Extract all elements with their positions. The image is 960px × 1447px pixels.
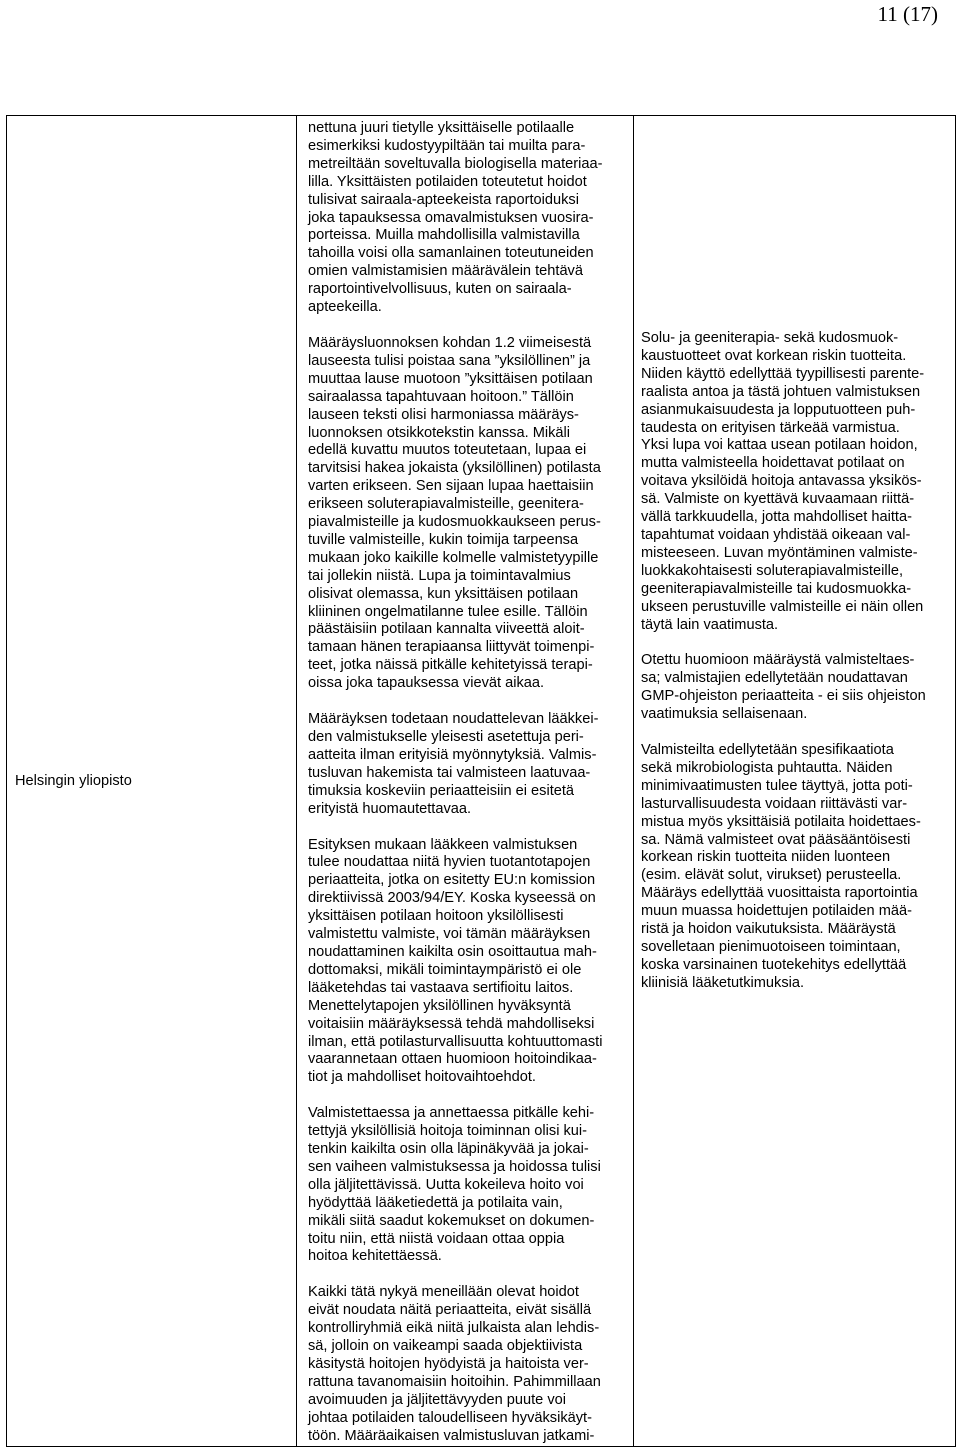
- comment-paragraph-6: Kaikki tätä nykyä meneillään olevat hoidot eivät noudata näitä periaatteita, eivät sisällä kontrolliryhmiä eikä niitä julkaista alan lehdis- sä, jolloin on vaikeampi saada objektiivista käsitystä hoitojen hyödyistä ja haitoista ver- rattuna tavanomaisiin hoitoihin. Pahimmillaan avoimuuden ja jäljitettävyyden puute voi johtaa potilaiden taloudelliseen hyväksikäyt- töön. Määräaikaisen valmistusluvan jatkami-: [308, 1284, 601, 1444]
- statement-table: [6, 115, 956, 1447]
- organization-name: Helsingin yliopisto: [15, 772, 132, 789]
- comment-paragraph-4: Esityksen mukaan lääkkeen valmistuksen tulee noudattaa niitä hyvien tuotantotapojen periaatteita, jotka on esitetty EU:n komission direktiivissä 2003/94/EY. Koska kyseessä on yksittäisen potilaan hoitoon yksilöllisesti valmistettu valmiste, voi tämän määräyksen noudattaminen kaikilta osin osoittautua mah- dottomaksi, mikäli toimintaympäristö ei ole lääketehdas tai vastaava sertifioitu laitos. Menettelytapojen yksilöllinen hyväksyntä voitaisiin määräyksessä tehdä mahdolliseksi ilman, että potilasturvallisuutta kohtuuttomasti vaarannetaan ottaen huomioon hoitoindikaa- tiot ja mahdolliset hoitovaihtoehdot.: [308, 836, 603, 1086]
- comment-paragraph-3: Määräyksen todetaan noudattelevan lääkkei- den valmistukselle yleisesti asetettuja peri- aatteita ilman erityisiä myönnytyksiä. Valmis- tusluvan hakemista tai valmisteen laatuvaa- timuksia koskeviin periaatteisiin ei esitetä erityistä huomautettavaa.: [308, 711, 599, 817]
- comment-paragraph-2: Määräysluonnoksen kohdan 1.2 viimeisestä lauseesta tulisi poistaa sana ”yksilöllinen” ja muuttaa lause muotoon ”yksittäisen potilaan sairaalassa tapahtuvaan hoitoon.” Tällöin lauseen teksti olisi harmoniassa määräys- luonnoksen otsikkotekstin kanssa. Mikäli edellä kuvattu muutos toteutetaan, lupaa ei tarvitsisi hakea jokaista (yksilöllinen) potilasta varten erikseen. Sen sijaan lupaa haettaisiin erikseen soluterapiavalmisteille, geenitera- piavalmisteille ja kudosmuokkaukseen perus- tuville valmisteille, kukin toimija tarpeensa mukaan joko kaikille kolmelle valmistetyypille tai jollekin niistä. Lupa ja toimintavalmius olisivat olemassa, kun yksittäisen potilaan kliininen ongelmatilanne tulee esille. Tällöin päästäisiin potilaan kannalta viiveettä aloit- tamaan hänen terapiaansa liittyvät toimenpi- teet, jotka näissä pitkälle kehitetyissä terapi- oissa joka tapauksessa vievät aikaa.: [308, 334, 601, 692]
- comment-paragraph-5: Valmistettaessa ja annettaessa pitkälle kehi- tettyjä yksilöllisiä hoitoja toiminnan olisi kui- tenkin kaikilta osin olla läpinäkyvää ja jokai- sen vaiheen valmistuksessa ja hoidossa tulisi olla jäljitettävissä. Uutta kokeileva hoito voi hyödyttää lääketiedettä ja potilaita vain, mikäli siitä saadut kokemukset on dokumen- toitu niin, että niistä voidaan ottaa oppia hoitoa kehitettäessä.: [308, 1105, 601, 1265]
- comment-paragraph-1: nettuna juuri tietylle yksittäiselle potilaalle esimerkiksi kudostyypiltään tai muilta para- metreiltään soveltuvalla biologisella materiaa- lilla. Yksittäisten potilaiden toteutetut hoidot tulisivat sairaala-apteekeista raportoiduksi joka tapauksessa omavalmistuksen vuosira- porteissa. Muilla mahdollisilla valmistavilla tahoilla voisi olla samanlainen toteutuneiden omien valmistamisien määrävälein tehtävä raportointivelvollisuus, kuten on sairaala- apteekeilla.: [308, 120, 603, 316]
- response-cell: [634, 116, 956, 1447]
- page-number: 11 (17): [877, 2, 938, 26]
- comment-text: [297, 116, 633, 1446]
- response-paragraph-1: Solu- ja geeniterapia- sekä kudosmuok- kaustuotteet ovat korkean riskin tuotteita. Niiden käyttö edellyttää tyypillisesti parente- raalista antoa ja tästä johtuen valmistuksen asianmukaisuudesta ja lopputuotteen puh- taudesta on erityisen tärkeää varmistua. Yksi lupa voi kattaa usean potilaan hoidon, mutta valmisteella hoidettavat potilaat on voitava yksilöidä hoitoja antavassa yksikös- sä. Valmiste on kyettävä kuvaamaan riittä- vällä tarkkuudella, jotta mahdolliset haitta- tapahtumat voidaan yhdistää oikeaan val- misteeseen. Luvan myöntäminen valmiste- luokkakohtaisesti soluterapiavalmisteille, geeniterapiavalmisteille tai kudosmuokka- ukseen perustuville valmisteille ei näin ollen täytä lain vaatimusta.: [641, 330, 925, 633]
- response-paragraph-2: Otettu huomioon määräystä valmisteltaes- sa; valmistajien edellytetään noudattavan GMP-ohjeiston periaatteita - ei siis ohjeiston vaatimuksia sellaisenaan.: [641, 652, 926, 723]
- response-paragraph-3: Valmisteilta edellytetään spesifikaatiota sekä mikrobiologista puhtautta. Näiden minimivaatimusten tulee täyttyä, jotta poti- lasturvallisuudesta voidaan riittävästi var- mistua myös yksittäisiä potilaita hoidettaes- sa. Nämä valmisteet ovat pääsääntöisesti korkean riskin tuotteita niiden luonteen (esim. elävät solut, virukset) perusteella. Määräys edellyttää vuosittaista raportointia muun muassa hoidettujen potilaiden mää- ristä ja hoidon vaikutuksista. Määräystä sovelletaan pienimuotoiseen toimintaan, koska varsinainen tuotekehitys edellyttää kliinisiä lääketutkimuksia.: [641, 742, 921, 991]
- organization-cell: [7, 116, 297, 1447]
- comment-cell: [297, 116, 634, 1447]
- table-row: [7, 116, 956, 1447]
- response-text: [634, 116, 955, 993]
